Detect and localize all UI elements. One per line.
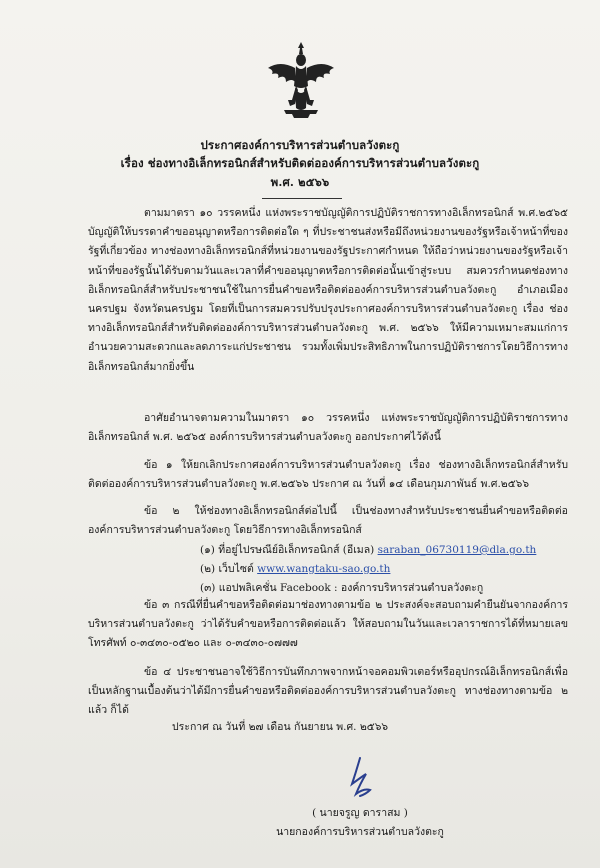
announcement-subject: เรื่อง ช่องทางอิเล็กทรอนิกส์สำหรับติดต่อองค์การบริหารส่วนตำบลวังตะกู	[120, 156, 480, 170]
channel-email-label: (๑) ที่อยู่ไปรษณีย์อิเล็กทรอนิกส์ (อีเมล)	[200, 544, 378, 556]
paragraph-preamble: ตามมาตรา ๑๐ วรรคหนึ่ง แห่งพระราชบัญญัติการปฏิบัติราชการทางอิเล็กทรอนิกส์ พ.ศ.๒๕๖๕ บัญญัติให้บรรดาคำขออนุญาตหรือการติดต่อใด ๆ ที่ประชาชนส่งหรือมีถึงหน่วยงานของรัฐหรือเจ้าหน้าที่ของรัฐที่เกี่ยวข้อง ทางช่องทางอิเล็กทรอนิกส์ที่หน่วยงานของรัฐประกาศกำหนด ให้ถือว่าหน่วยงานของรัฐหรือเจ้าหน้าที่ของรัฐนั้นได้รับตามวันและเวลาที่คำขออนุญาตหรือการติดต่อนั้นเข้าสู่ระบบ สมควรกำหนดช่องทางอิเล็กทรอนิกส์สำหรับประชาชนใช้ในการยื่นคำขอหรือติดต่อองค์การบริหารส่วนตำบลวังตะกู อำเภอเมืองนครปฐม จังหวัดนครปฐม โดยที่เป็นการสมควรปรับปรุงประกาศองค์การบริหารส่วนตำบลวังตะกู เรื่อง ช่องทางอิเล็กทรอนิกส์สำหรับติดต่อองค์การบริหารส่วนตำบลวังตะกู พ.ศ. ๒๕๖๖ ให้มีความเหมาะสมแก่การอำนวยความสะดวกและลดภาระแก่ประชาชน รวมทั้งเพิ่มประสิทธิภาพในการปฏิบัติราชการโดยวิธีการทางอิเล็กทรอนิกส์มากยิ่งขึ้น	[88, 207, 568, 373]
channel-email	[200, 541, 536, 560]
announcement-title: ประกาศองค์การบริหารส่วนตำบลวังตะกู	[200, 138, 400, 152]
announcement-year: พ.ศ. ๒๕๖๖	[270, 175, 330, 189]
channel-facebook: (๓) แอปพลิเคชั่น Facebook : องค์การบริหารส่วนตำบลวังตะกู	[200, 582, 484, 594]
signer-name: ( นายจรูญ ดาราสม )	[312, 807, 408, 819]
channel-website-label: (๒) เว็บไซต์	[200, 563, 258, 575]
garuda-emblem-icon	[262, 38, 340, 122]
email-link[interactable]: saraban_06730119@dla.go.th	[377, 544, 537, 556]
paragraph-clause-4: ข้อ ๔ ประชาชนอาจใช้วิธีการบันทึกภาพจากหน้าจอคอมพิวเตอร์หรืออุปกรณ์อิเล็กทรอนิกส์เพื่อเป็นหลักฐานเบื้องต้นว่าได้มีการยื่นคำขอหรือติดต่อองค์การบริหารส่วนตำบลวังตะกู ทางช่องทางตามข้อ ๒ แล้ว ก็ได้	[88, 666, 568, 717]
title-divider	[262, 198, 342, 199]
announcement-date: ประกาศ ณ วันที่ ๒๗ เดือน กันยายน พ.ศ. ๒๕๖๖	[172, 721, 389, 733]
paragraph-authority: อาศัยอำนาจตามความในมาตรา ๑๐ วรรคหนึ่ง แห่งพระราชบัญญัติการปฏิบัติราชการทางอิเล็กทรอนิกส์ พ.ศ. ๒๕๖๕ องค์การบริหารส่วนตำบลวังตะกู ออกประกาศไว้ดังนี้	[88, 412, 568, 444]
paragraph-clause-2: ข้อ ๒ ให้ช่องทางอิเล็กทรอนิกส์ต่อไปนี้ เป็นช่องทางสำหรับประชาชนยื่นคำขอหรือติดต่อองค์การบริหารส่วนตำบลวังตะกู โดยวิธีการทางอิเล็กทรอนิกส์	[88, 505, 568, 537]
paragraph-clause-3: ข้อ ๓ กรณีที่ยื่นคำขอหรือติดต่อมาช่องทางตามข้อ ๒ ประสงค์จะสอบถามคำยืนยันจากองค์การบริหารส่วนตำบลวังตะกู ว่าได้รับคำขอหรือการติดต่อแล้ว ให้สอบถามในวันและเวลาราชการได้ที่หมายเลขโทรศัพท์ ๐-๓๔๓๐-๐๕๒๐ และ ๐-๓๔๓๐-๐๗๗๗	[88, 599, 568, 650]
handwritten-signature	[330, 754, 390, 800]
channel-website	[200, 560, 390, 579]
signer-title: นายกองค์การบริหารส่วนตำบลวังตะกู	[276, 826, 444, 838]
paragraph-clause-1: ข้อ ๑ ให้ยกเลิกประกาศองค์การบริหารส่วนตำบลวังตะกู เรื่อง ช่องทางอิเล็กทรอนิกส์สำหรับติดต่อองค์การบริหารส่วนตำบลวังตะกู พ.ศ.๒๕๖๖ ประกาศ ณ วันที่ ๑๔ เดือนกุมภาพันธ์ พ.ศ.๒๕๖๖	[88, 459, 568, 491]
website-link[interactable]: www.wangtaku-sao.go.th	[257, 563, 391, 575]
